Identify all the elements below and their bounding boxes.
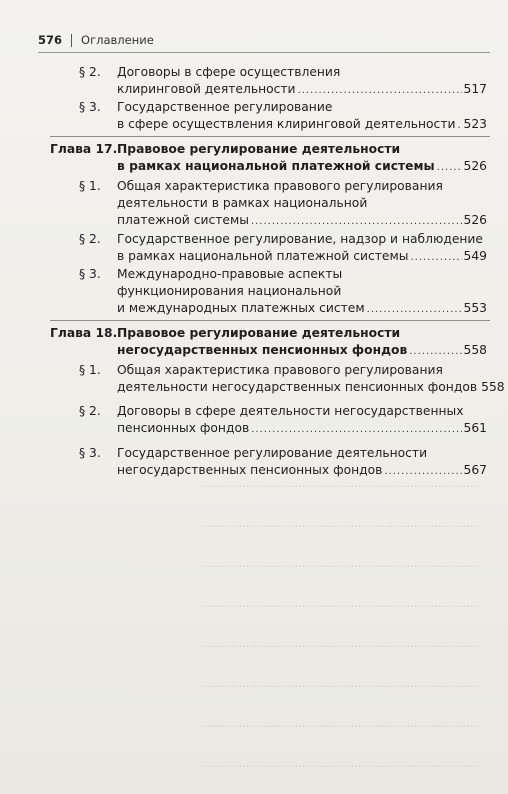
toc-chapter-entry[interactable]	[117, 141, 487, 176]
toc-entry-line: Международно-правовые аспекты	[117, 267, 343, 281]
toc-entry-text: в рамках национальной платежной системы	[117, 249, 409, 263]
chapter-number: Глава 18.	[50, 326, 118, 340]
toc-entry-last-line	[117, 158, 487, 176]
toc-entry-line: Правовое регулирование деятельности	[117, 142, 401, 156]
leader-dots	[437, 159, 462, 176]
toc-entry-line: Государственное регулирование, надзор и наблюдение	[117, 232, 483, 246]
toc-page-number: 526	[463, 159, 487, 173]
toc-entry-last-line	[117, 116, 487, 134]
chapter-divider	[50, 136, 490, 137]
toc-entry-last-line	[117, 462, 487, 480]
header-separator	[71, 34, 72, 47]
bleed-through-text: ················································································	[200, 520, 480, 533]
section-number: § 3.	[79, 267, 101, 281]
toc-entry-text: клиринговой деятельности	[117, 82, 296, 96]
chapter-divider	[50, 320, 490, 321]
toc-entry-last-line	[117, 248, 487, 266]
leader-dots	[384, 463, 461, 480]
section-number: § 2.	[79, 232, 101, 246]
toc-entry-line: Общая характеристика правового регулирования	[117, 363, 443, 377]
toc-entry-text: пенсионных фондов	[117, 421, 250, 435]
toc-page-number: 558	[481, 380, 505, 394]
leader-dots	[410, 249, 461, 266]
toc-entry-text: платежной системы	[117, 213, 249, 227]
toc-entry-last-line	[117, 212, 487, 230]
toc-entry-text: в сфере осуществления клиринговой деятельности	[117, 117, 456, 131]
toc-entry-last-line	[117, 420, 487, 438]
toc-entry-line: Государственное регулирование деятельности	[117, 446, 428, 460]
toc-entry-line: Договоры в сфере деятельности негосударственных	[117, 404, 464, 418]
toc-entry-text: негосударственных пенсионных фондов	[117, 463, 383, 477]
section-number: § 3.	[79, 446, 101, 460]
toc-chapter-entry[interactable]	[117, 325, 487, 360]
page-number: 576	[38, 33, 63, 47]
chapter-number: Глава 17.	[50, 142, 118, 156]
toc-entry[interactable]	[117, 231, 487, 266]
header-rule	[38, 52, 490, 53]
toc-entry-line: Государственное регулирование	[117, 100, 333, 114]
toc-entry-text: в рамках национальной платежной системы	[117, 159, 435, 173]
bleed-through-text: ················································································	[200, 680, 480, 693]
toc-entry-line: Договоры в сфере осуществления	[117, 65, 341, 79]
section-number: § 2.	[79, 404, 101, 418]
bleed-through-text: ················································································	[200, 720, 480, 733]
toc-page-number: 526	[463, 213, 487, 227]
toc-page-number: 553	[463, 301, 487, 315]
leader-dots	[251, 213, 462, 230]
section-number: § 2.	[79, 65, 101, 79]
toc-entry-text: негосударственных пенсионных фондов	[117, 343, 408, 357]
header-title: Оглавление	[81, 33, 154, 47]
toc-entry-line: Правовое регулирование деятельности	[117, 326, 401, 340]
toc-entry[interactable]	[117, 266, 487, 318]
leader-dots	[457, 117, 461, 134]
bleed-through-text: ················································································	[200, 480, 480, 493]
toc-page-number: 523	[463, 117, 487, 131]
toc-page-number: 558	[463, 343, 487, 357]
leader-dots	[298, 82, 462, 99]
running-header	[38, 33, 154, 47]
toc-entry-line: функционирования национальной	[117, 284, 342, 298]
section-number: § 1.	[79, 363, 101, 377]
toc-entry[interactable]	[117, 362, 505, 397]
toc-entry[interactable]	[117, 178, 487, 230]
leader-dots	[251, 421, 461, 438]
toc-entry-text: и международных платежных систем	[117, 301, 365, 315]
toc-entry-last-line	[117, 300, 487, 318]
toc-page-number: 567	[463, 463, 487, 477]
toc-entry-last-line	[117, 81, 487, 99]
toc-entry-text: деятельности негосударственных пенсионных фондов	[117, 380, 478, 394]
bleed-through-text: ················································································	[200, 760, 480, 773]
bleed-through-text: ················································································	[200, 560, 480, 573]
section-number: § 3.	[79, 100, 101, 114]
toc-entry[interactable]	[117, 445, 487, 480]
toc-page-number: 561	[463, 421, 487, 435]
toc-entry[interactable]	[117, 99, 487, 134]
section-number: § 1.	[79, 179, 101, 193]
toc-entry-last-line	[117, 342, 487, 360]
bleed-through-text: ················································································	[200, 600, 480, 613]
toc-page-number: 517	[463, 82, 487, 96]
toc-entry-line: деятельности в рамках национальной	[117, 196, 368, 210]
toc-entry[interactable]	[117, 403, 487, 438]
leader-dots	[367, 301, 462, 318]
bleed-through-text: ················································································	[200, 640, 480, 653]
leader-dots	[409, 343, 461, 360]
toc-entry[interactable]	[117, 64, 487, 99]
toc-entry-line: Общая характеристика правового регулирования	[117, 179, 443, 193]
toc-entry-last-line	[117, 379, 505, 397]
toc-page-number: 549	[463, 249, 487, 263]
